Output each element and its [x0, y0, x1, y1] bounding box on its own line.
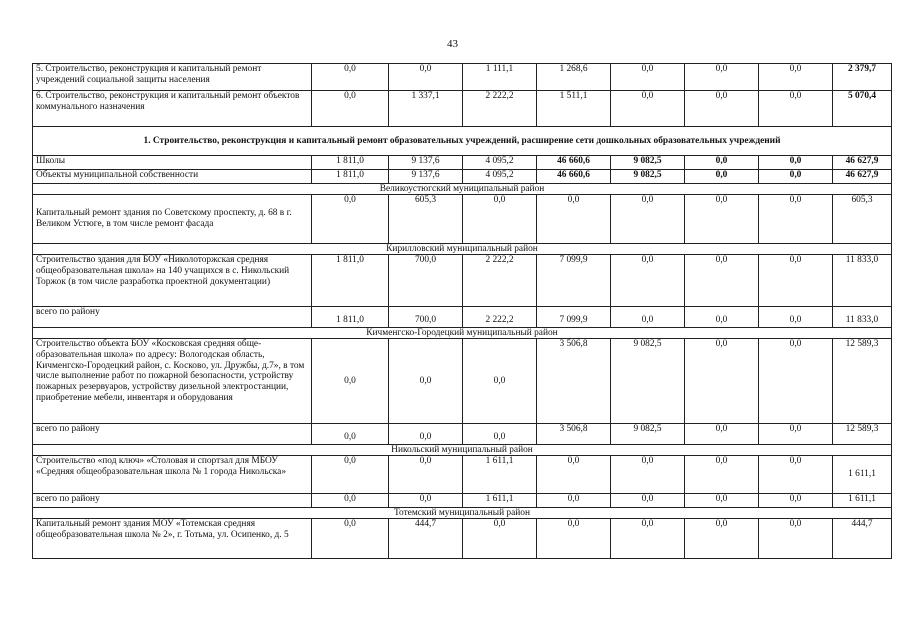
- value-cell: 2 222,2: [463, 307, 537, 328]
- row-description: всего по району: [33, 307, 312, 328]
- value-cell: 1 511,1: [537, 91, 611, 127]
- table-row: [33, 64, 892, 91]
- value-cell: 0,0: [463, 195, 537, 244]
- total-cell: 11 833,0: [833, 307, 892, 328]
- value-cell: 0,0: [463, 519, 537, 559]
- value-cell: 0,0: [759, 195, 833, 244]
- value-cell: 0,0: [759, 91, 833, 127]
- value-cell: 3 506,8: [537, 339, 611, 424]
- row-description: Строительство объекта БОУ «Косковская средняя общеобразовательная школа» по адресу: Вологодская область, Кичменгско-Городецкий район, с. Косково, ул. Дружбы, д.7», в том числе выполнение работ по пожарной безопасности, устройству пожарных резервуаров, устройству дизельной электростанции, приобретение мебели, инвентаря и оборудования: [33, 339, 312, 424]
- value-cell: 0,0: [685, 64, 759, 91]
- value-cell: 0,0: [312, 456, 389, 494]
- value-cell: 700,0: [389, 255, 463, 307]
- table-row: [33, 91, 892, 127]
- table-row: [33, 339, 892, 424]
- value-cell: 0,0: [312, 494, 389, 508]
- value-cell: 605,3: [389, 195, 463, 244]
- district-name: Великоустюгский муниципальный район: [33, 184, 892, 195]
- value-cell: 2 222,2: [463, 255, 537, 307]
- value-cell: 0,0: [685, 519, 759, 559]
- district-total-row: [33, 494, 892, 508]
- row-description: всего по району: [33, 494, 312, 508]
- value-cell: 46 660,6: [537, 156, 611, 170]
- value-cell: 0,0: [759, 255, 833, 307]
- value-cell: 9 082,5: [611, 156, 685, 170]
- value-cell: 0,0: [389, 339, 463, 424]
- table-row: [33, 156, 892, 170]
- value-cell: 0,0: [537, 494, 611, 508]
- value-cell: 2 222,2: [463, 91, 537, 127]
- value-cell: 0,0: [685, 456, 759, 494]
- row-description: Капитальный ремонт здания МОУ «Тотемская средняя общеобразовательная школа № 2», г. Тотьма, ул. Осипенко, д. 5: [33, 519, 312, 559]
- row-description: Школы: [33, 156, 312, 170]
- value-cell: 46 660,6: [537, 170, 611, 184]
- value-cell: 0,0: [611, 456, 685, 494]
- value-cell: 9 137,6: [389, 156, 463, 170]
- value-cell: 1 811,0: [312, 170, 389, 184]
- value-cell: 0,0: [759, 424, 833, 445]
- value-cell: 4 095,2: [463, 170, 537, 184]
- value-cell: 7 099,9: [537, 255, 611, 307]
- value-cell: 1 811,0: [312, 307, 389, 328]
- value-cell: 444,7: [389, 519, 463, 559]
- value-cell: 0,0: [463, 339, 537, 424]
- value-cell: 0,0: [685, 307, 759, 328]
- value-cell: 0,0: [611, 91, 685, 127]
- value-cell: 0,0: [759, 307, 833, 328]
- value-cell: 0,0: [611, 64, 685, 91]
- value-cell: 0,0: [389, 64, 463, 91]
- table-row: [33, 170, 892, 184]
- district-header-row: [33, 184, 892, 195]
- value-cell: 0,0: [759, 156, 833, 170]
- total-cell: 1 611,1: [833, 456, 892, 494]
- value-cell: 0,0: [685, 424, 759, 445]
- value-cell: 0,0: [537, 195, 611, 244]
- value-cell: 0,0: [685, 91, 759, 127]
- value-cell: 0,0: [685, 195, 759, 244]
- table-row: [33, 519, 892, 559]
- value-cell: 9 137,6: [389, 170, 463, 184]
- value-cell: 0,0: [537, 456, 611, 494]
- value-cell: 0,0: [759, 170, 833, 184]
- value-cell: 3 506,8: [537, 424, 611, 445]
- value-cell: 0,0: [537, 519, 611, 559]
- value-cell: 0,0: [611, 195, 685, 244]
- row-description: Строительство «под ключ» «Столовая и спортзал для МБОУ «Средняя общеобразовательная школа № 1 города Никольска»: [33, 456, 312, 494]
- district-header-row: [33, 244, 892, 255]
- value-cell: 0,0: [759, 456, 833, 494]
- table-row: [33, 456, 892, 494]
- value-cell: 0,0: [759, 339, 833, 424]
- value-cell: 1 111,1: [463, 64, 537, 91]
- value-cell: 0,0: [611, 519, 685, 559]
- district-header-row: [33, 445, 892, 456]
- total-cell: 46 627,9: [833, 156, 892, 170]
- value-cell: 0,0: [685, 170, 759, 184]
- value-cell: 1 611,1: [463, 494, 537, 508]
- value-cell: 9 082,5: [611, 170, 685, 184]
- district-name: Кичменгско-Городецкий муниципальный район: [33, 328, 892, 339]
- district-total-row: [33, 307, 892, 328]
- row-description: Капитальный ремонт здания по Советскому проспекту, д. 68 в г. Великом Устюге, в том числе ремонт фасада: [33, 195, 312, 244]
- total-cell: 605,3: [833, 195, 892, 244]
- total-cell: 2 379,7: [833, 64, 892, 91]
- row-description: 6. Строительство, реконструкция и капитальный ремонт объектов коммунального назначения: [33, 91, 312, 127]
- value-cell: 0,0: [463, 424, 537, 445]
- total-cell: 46 627,9: [833, 170, 892, 184]
- row-description: Объекты муниципальной собственности: [33, 170, 312, 184]
- section-row: [33, 127, 892, 156]
- value-cell: 0,0: [389, 456, 463, 494]
- table-row: [33, 195, 892, 244]
- value-cell: 0,0: [685, 494, 759, 508]
- value-cell: 0,0: [312, 64, 389, 91]
- value-cell: 0,0: [611, 307, 685, 328]
- value-cell: 0,0: [759, 64, 833, 91]
- district-header-row: [33, 328, 892, 339]
- section-title: 1. Строительство, реконструкция и капитальный ремонт образовательных учреждений, расширение сети дошкольных образовательных учреждений: [33, 127, 892, 156]
- district-name: Кирилловский муниципальный район: [33, 244, 892, 255]
- value-cell: 0,0: [389, 494, 463, 508]
- value-cell: 0,0: [312, 519, 389, 559]
- total-cell: 12 589,3: [833, 339, 892, 424]
- value-cell: 9 082,5: [611, 339, 685, 424]
- total-cell: 11 833,0: [833, 255, 892, 307]
- value-cell: 0,0: [389, 424, 463, 445]
- value-cell: 0,0: [759, 494, 833, 508]
- district-total-row: [33, 424, 892, 445]
- district-name: Тотемский муниципальный район: [33, 508, 892, 519]
- value-cell: 0,0: [312, 424, 389, 445]
- value-cell: 7 099,9: [537, 307, 611, 328]
- value-cell: 0,0: [685, 255, 759, 307]
- budget-table: [32, 63, 892, 559]
- value-cell: 1 811,0: [312, 156, 389, 170]
- value-cell: 1 337,1: [389, 91, 463, 127]
- value-cell: 9 082,5: [611, 424, 685, 445]
- value-cell: 700,0: [389, 307, 463, 328]
- district-header-row: [33, 508, 892, 519]
- value-cell: 1 811,0: [312, 255, 389, 307]
- page-number: 43: [447, 38, 458, 50]
- total-cell: 444,7: [833, 519, 892, 559]
- value-cell: 0,0: [759, 519, 833, 559]
- total-cell: 5 070,4: [833, 91, 892, 127]
- value-cell: 0,0: [312, 195, 389, 244]
- total-cell: 1 611,1: [833, 494, 892, 508]
- value-cell: 0,0: [611, 494, 685, 508]
- value-cell: 0,0: [685, 156, 759, 170]
- value-cell: 1 611,1: [463, 456, 537, 494]
- value-cell: 4 095,2: [463, 156, 537, 170]
- row-description: всего по району: [33, 424, 312, 445]
- table-row: [33, 255, 892, 307]
- district-name: Никольский муниципальный район: [33, 445, 892, 456]
- value-cell: 1 268,6: [537, 64, 611, 91]
- value-cell: 0,0: [611, 255, 685, 307]
- value-cell: 0,0: [685, 339, 759, 424]
- total-cell: 12 589,3: [833, 424, 892, 445]
- row-description: Строительство здания для БОУ «Николоторжская средняя общеобразовательная школа» на 140 учащихся в с. Никольский Торжок (в том числе разработка проектной документации): [33, 255, 312, 307]
- value-cell: 0,0: [312, 91, 389, 127]
- row-description: 5. Строительство, реконструкция и капитальный ремонт учреждений социальной защиты населения: [33, 64, 312, 91]
- value-cell: 0,0: [312, 339, 389, 424]
